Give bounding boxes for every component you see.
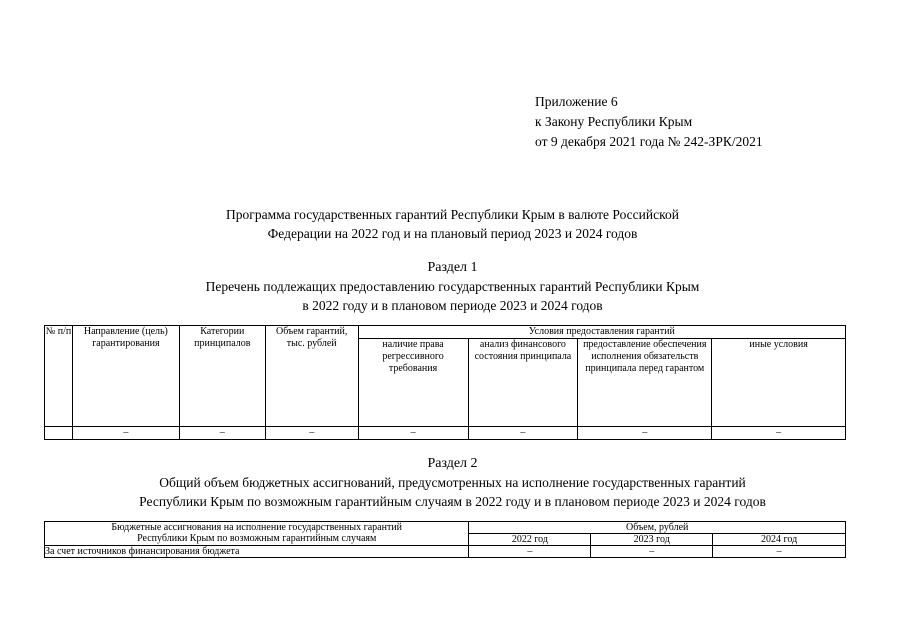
table-row <box>45 427 846 440</box>
col-assignments-line-1: Бюджетные ассигнования на исполнение государственных гарантий <box>111 522 403 533</box>
section-1-header <box>0 258 905 315</box>
cond-analysis-header: анализ финансового состояния принципала <box>468 339 578 427</box>
program-title-line-1: Программа государственных гарантий Республики Крым в валюте Российской <box>226 207 679 222</box>
section-1-title-line-2: в 2022 году и в плановом периоде 2023 и 2024 годов <box>302 298 603 313</box>
appendix-line-2: к Закону Республики Крым <box>535 114 693 129</box>
value-2023: – <box>591 546 713 558</box>
appendix-block <box>535 92 763 152</box>
year-2024-header: 2024 год <box>713 534 846 546</box>
col-direction-header: Направление (цель) гарантирования <box>72 326 179 427</box>
appendix-line-3: от 9 декабря 2021 года № 242-ЗРК/2021 <box>535 134 763 149</box>
section-2-title-line-1: Общий объем бюджетных ассигнований, предусмотренных на исполнение государственных гарантий <box>159 475 746 490</box>
cell-principals: – <box>179 427 265 440</box>
col-volume-header: Объем, рублей <box>469 522 846 534</box>
cell-num <box>45 427 73 440</box>
value-2022: – <box>469 546 591 558</box>
cell-other: – <box>712 427 846 440</box>
cell-regress: – <box>358 427 468 440</box>
conditions-header: Условия предоставления гарантий <box>358 326 845 339</box>
program-title-line-2: Федерации на 2022 год и на плановый период 2023 и 2024 годов <box>267 226 638 241</box>
value-2024: – <box>713 546 846 558</box>
col-assignments-line-2: Республики Крым по возможным гарантийным случаям <box>137 533 377 544</box>
col-principals-header: Категории принципалов <box>179 326 265 427</box>
guarantees-table <box>44 325 846 440</box>
cell-direction: – <box>72 427 179 440</box>
cond-security-header: предоставление обеспечения исполнения обязательств принципала перед гарантом <box>578 339 712 427</box>
program-title <box>0 205 905 243</box>
year-2023-header: 2023 год <box>591 534 713 546</box>
section-1-title-line-1: Перечень подлежащих предоставлению государственных гарантий Республики Крым <box>205 279 700 294</box>
col-assignments-header <box>45 522 469 546</box>
cell-volume: – <box>265 427 358 440</box>
appendix-line-1: Приложение 6 <box>535 94 618 109</box>
cell-analysis: – <box>468 427 578 440</box>
col-num-header: № п/п <box>45 326 73 427</box>
section-2-title-line-2: Республики Крым по возможным гарантийным случаям в 2022 году и в плановом периоде 2023 и 2024 годов <box>139 494 766 509</box>
budget-allocations-table <box>44 521 846 558</box>
year-2022-header: 2022 год <box>469 534 591 546</box>
section-1-heading: Раздел 1 <box>427 260 478 275</box>
row-label: За счет источников финансирования бюджета <box>45 546 469 558</box>
cond-other-header: иные условия <box>712 339 846 427</box>
table-row <box>45 546 846 558</box>
cond-regress-header: наличие права регрессивного требования <box>358 339 468 427</box>
col-volume-header: Объем гарантий, тыс. рублей <box>265 326 358 427</box>
section-2-header <box>0 454 905 511</box>
cell-security: – <box>578 427 712 440</box>
section-2-heading: Раздел 2 <box>427 456 478 471</box>
